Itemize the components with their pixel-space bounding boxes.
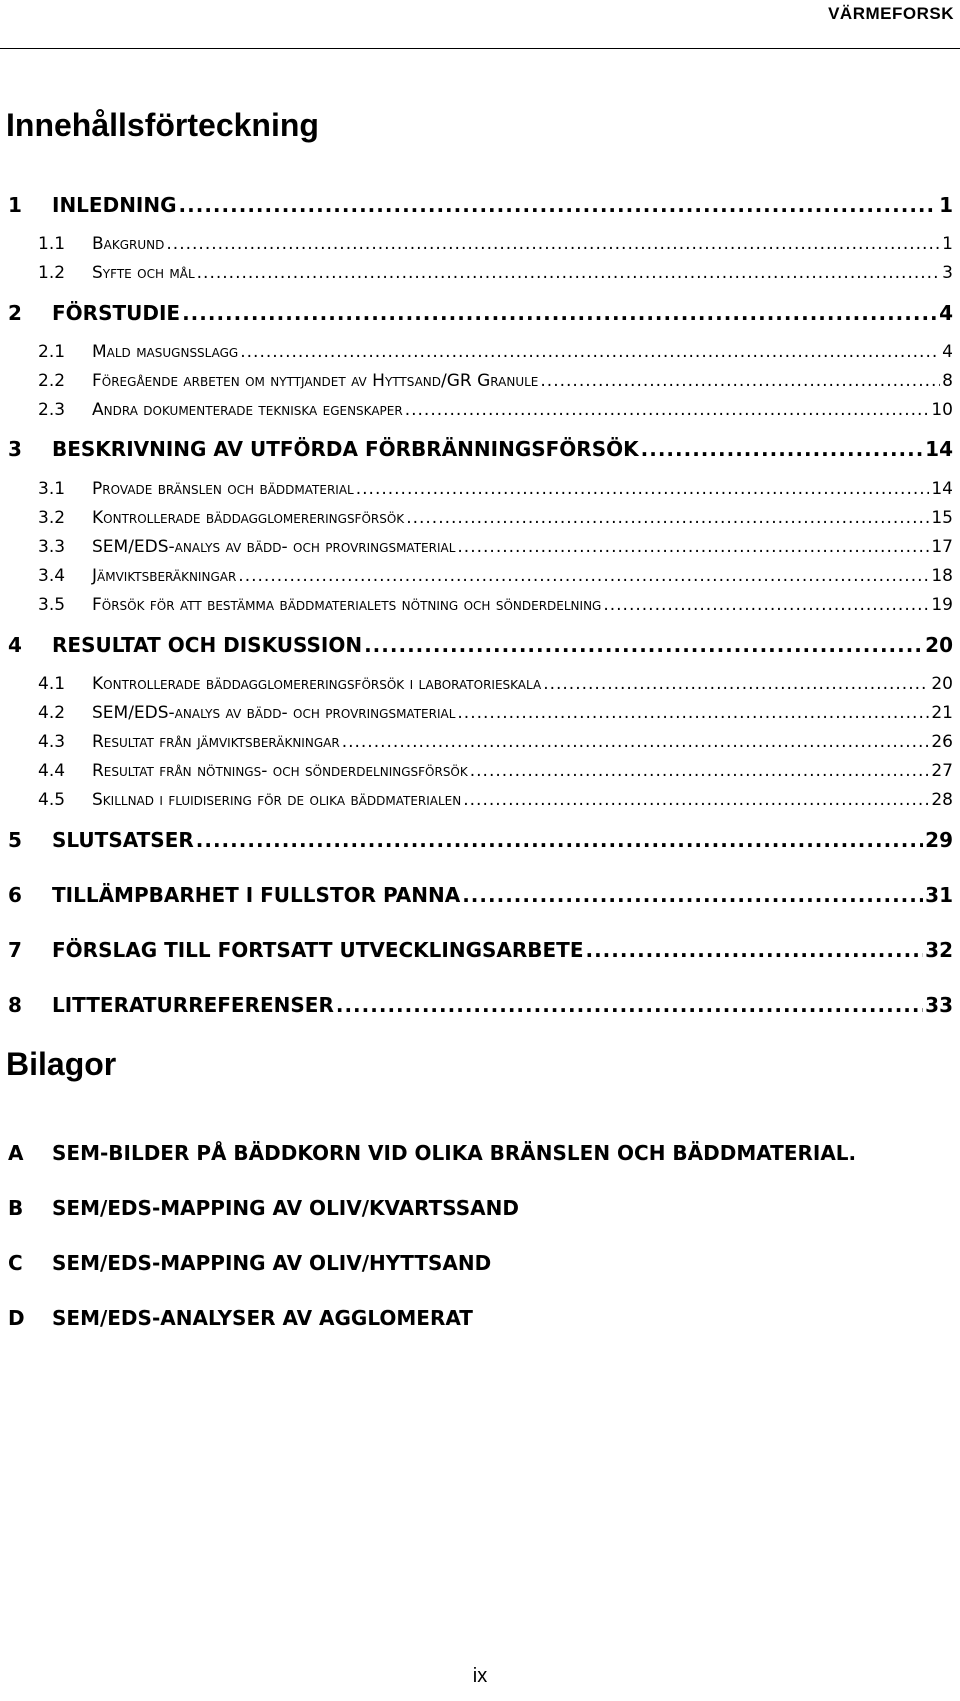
appendix-label: SEM/EDS-MAPPING AV OLIV/HYTTSAND <box>52 1251 492 1275</box>
toc-entry-number: 4.4 <box>38 761 66 781</box>
dot-leader <box>406 508 929 528</box>
appendix-letter: B <box>8 1196 24 1220</box>
toc-entry-number: 2.2 <box>38 371 66 391</box>
toc-entry-page: 15 <box>931 508 953 528</box>
toc-entry[interactable] <box>8 234 953 254</box>
appendix-label: SEM/EDS-MAPPING AV OLIV/KVARTSSAND <box>52 1196 520 1220</box>
toc-entry-label: Syfte och mål <box>92 263 195 283</box>
appendix-label: SEM/EDS-ANALYSER AV AGGLOMERAT <box>52 1306 473 1330</box>
toc-entry-number: 3.3 <box>38 537 66 557</box>
toc-entry-label: RESULTAT OCH DISKUSSION <box>52 633 363 657</box>
toc-entry-label: Kontrollerade bäddagglomereringsförsök i laboratorieskala <box>92 674 542 694</box>
toc-entry-number: 8 <box>8 993 22 1017</box>
toc-entry[interactable] <box>8 595 953 615</box>
toc-entry-number: 4.2 <box>38 703 66 723</box>
toc-entry[interactable] <box>8 566 953 586</box>
dot-leader <box>463 790 929 810</box>
toc-title: Innehållsförteckning <box>6 107 319 143</box>
dot-leader <box>405 400 930 420</box>
toc-entry-label: Bakgrund <box>92 234 165 254</box>
toc-entry[interactable] <box>8 371 953 391</box>
toc-entry[interactable] <box>8 761 953 781</box>
toc-entry[interactable] <box>8 400 953 420</box>
toc-entry-number: 4.3 <box>38 732 66 752</box>
appendix-entry[interactable] <box>8 1141 856 1165</box>
toc-entry-number: 3 <box>8 437 22 461</box>
toc-entry-number: 1.2 <box>38 263 66 283</box>
toc-entry-page: 32 <box>925 938 953 962</box>
toc-entry-label: BESKRIVNING AV UTFÖRDA FÖRBRÄNNINGSFÖRSÖK <box>52 437 639 461</box>
dot-leader <box>238 566 929 586</box>
toc-entry[interactable] <box>8 790 953 810</box>
toc-entry-number: 4.1 <box>38 674 66 694</box>
toc-entry-label: Andra dokumenterade tekniska egenskaper <box>92 400 403 420</box>
toc-entry[interactable] <box>8 732 953 752</box>
dot-leader <box>543 674 929 694</box>
dot-leader <box>364 633 923 657</box>
toc-entry-label: Resultat från nötnings- och sönderdelningsförsök <box>92 761 468 781</box>
toc-entry[interactable] <box>8 633 953 657</box>
toc-entry-page: 20 <box>931 674 953 694</box>
toc-entry[interactable] <box>8 993 953 1017</box>
dot-leader <box>166 234 940 254</box>
toc-entry[interactable] <box>8 938 953 962</box>
toc-entry-page: 19 <box>931 595 953 615</box>
toc-entry-label: LITTERATURREFERENSER <box>52 993 334 1017</box>
toc-entry-page: 31 <box>925 883 953 907</box>
toc-entry-label: INLEDNING <box>52 193 177 217</box>
dot-leader <box>540 371 940 391</box>
dot-leader <box>336 993 923 1017</box>
appendices-title: Bilagor <box>6 1046 117 1082</box>
toc-entry-label: SEM/EDS-analys av bädd- och provringsmaterial <box>92 537 456 557</box>
toc-entry-number: 3.1 <box>38 479 66 499</box>
toc-entry-number: 4 <box>8 633 22 657</box>
toc-entry-label: TILLÄMPBARHET I FULLSTOR PANNA <box>52 883 461 907</box>
toc-entry-number: 3.5 <box>38 595 66 615</box>
toc-entry-label: Mald masugnsslagg <box>92 342 239 362</box>
toc-entry[interactable] <box>8 883 953 907</box>
toc-entry-label: Skillnad i fluidisering för de olika bäddmaterialen <box>92 790 462 810</box>
toc-entry-page: 21 <box>931 703 953 723</box>
toc-entry[interactable] <box>8 263 953 283</box>
toc-entry[interactable] <box>8 508 953 528</box>
dot-leader <box>197 263 941 283</box>
appendix-letter: A <box>8 1141 24 1165</box>
toc-entry-page: 14 <box>931 479 953 499</box>
toc-entry-page: 29 <box>925 828 953 852</box>
toc-entry-page: 20 <box>925 633 953 657</box>
toc-entry-label: FÖRSTUDIE <box>52 301 181 325</box>
toc-entry-number: 5 <box>8 828 22 852</box>
toc-entry-label: Föregående arbeten om nyttjandet av Hyttsand/GR Granule <box>92 371 539 391</box>
appendix-entry[interactable] <box>8 1196 519 1220</box>
toc-entry-page: 33 <box>925 993 953 1017</box>
dot-leader <box>603 595 929 615</box>
toc-entry[interactable] <box>8 301 953 325</box>
appendix-letter: C <box>8 1251 23 1275</box>
toc-entry-label: Resultat från jämviktsberäkningar <box>92 732 340 752</box>
dot-leader <box>179 193 938 217</box>
header-divider <box>0 48 960 49</box>
toc-entry-page: 4 <box>942 342 953 362</box>
dot-leader <box>470 761 930 781</box>
toc-entry-number: 4.5 <box>38 790 66 810</box>
dot-leader <box>342 732 930 752</box>
toc-entry-page: 27 <box>931 761 953 781</box>
appendix-label: SEM-BILDER PÅ BÄDDKORN VID OLIKA BRÄNSLEN OCH BÄDDMATERIAL. <box>52 1141 857 1165</box>
toc-entry[interactable] <box>8 193 953 217</box>
toc-entry[interactable] <box>8 674 953 694</box>
toc-entry-number: 1 <box>8 193 22 217</box>
toc-entry-page: 1 <box>942 234 953 254</box>
toc-entry[interactable] <box>8 828 953 852</box>
toc-entry-number: 7 <box>8 938 22 962</box>
dot-leader <box>196 828 923 852</box>
toc-entry-page: 4 <box>939 301 953 325</box>
header-brand: VÄRMEFORSK <box>828 4 954 23</box>
toc-entry-number: 6 <box>8 883 22 907</box>
toc-entry-number: 2.3 <box>38 400 66 420</box>
toc-entry-label: SLUTSATSER <box>52 828 194 852</box>
dot-leader <box>182 301 937 325</box>
appendix-entry[interactable] <box>8 1251 491 1275</box>
toc-entry-number: 1.1 <box>38 234 66 254</box>
toc-entry-number: 2 <box>8 301 22 325</box>
toc-entry-page: 3 <box>942 263 953 283</box>
toc-entry-page: 1 <box>939 193 953 217</box>
appendix-entry[interactable] <box>8 1306 473 1330</box>
toc-entry[interactable] <box>8 342 953 362</box>
toc-entry[interactable] <box>8 479 953 499</box>
dot-leader <box>462 883 923 907</box>
toc-entry-number: 3.2 <box>38 508 66 528</box>
dot-leader <box>240 342 940 362</box>
toc-entry-page: 17 <box>931 537 953 557</box>
toc-entry-page: 8 <box>942 371 953 391</box>
toc-entry-label: Försök för att bestämma bäddmaterialets nötning och sönderdelning <box>92 595 602 615</box>
toc-entry-label: Kontrollerade bäddagglomereringsförsök <box>92 508 405 528</box>
toc-entry[interactable] <box>8 537 953 557</box>
toc-entry-number: 3.4 <box>38 566 66 586</box>
toc-entry-page: 10 <box>931 400 953 420</box>
toc-entry[interactable] <box>8 437 953 461</box>
dot-leader <box>457 537 929 557</box>
toc-entry-page: 18 <box>931 566 953 586</box>
dot-leader <box>457 703 929 723</box>
dot-leader <box>356 479 930 499</box>
appendix-letter: D <box>8 1306 25 1330</box>
toc-entry-label: Provade bränslen och bäddmaterial <box>92 479 354 499</box>
toc-entry-label: FÖRSLAG TILL FORTSATT UTVECKLINGSARBETE <box>52 938 584 962</box>
toc-entry[interactable] <box>8 703 953 723</box>
toc-entry-number: 2.1 <box>38 342 66 362</box>
page-number: ix <box>472 1665 488 1687</box>
toc-entry-label: Jämviktsberäkningar <box>92 566 237 586</box>
dot-leader <box>641 437 924 461</box>
toc-entry-page: 26 <box>931 732 953 752</box>
toc-entry-label: SEM/EDS-analys av bädd- och provringsmaterial <box>92 703 456 723</box>
toc-entry-page: 28 <box>931 790 953 810</box>
toc-entry-page: 14 <box>925 437 953 461</box>
dot-leader <box>585 938 923 962</box>
